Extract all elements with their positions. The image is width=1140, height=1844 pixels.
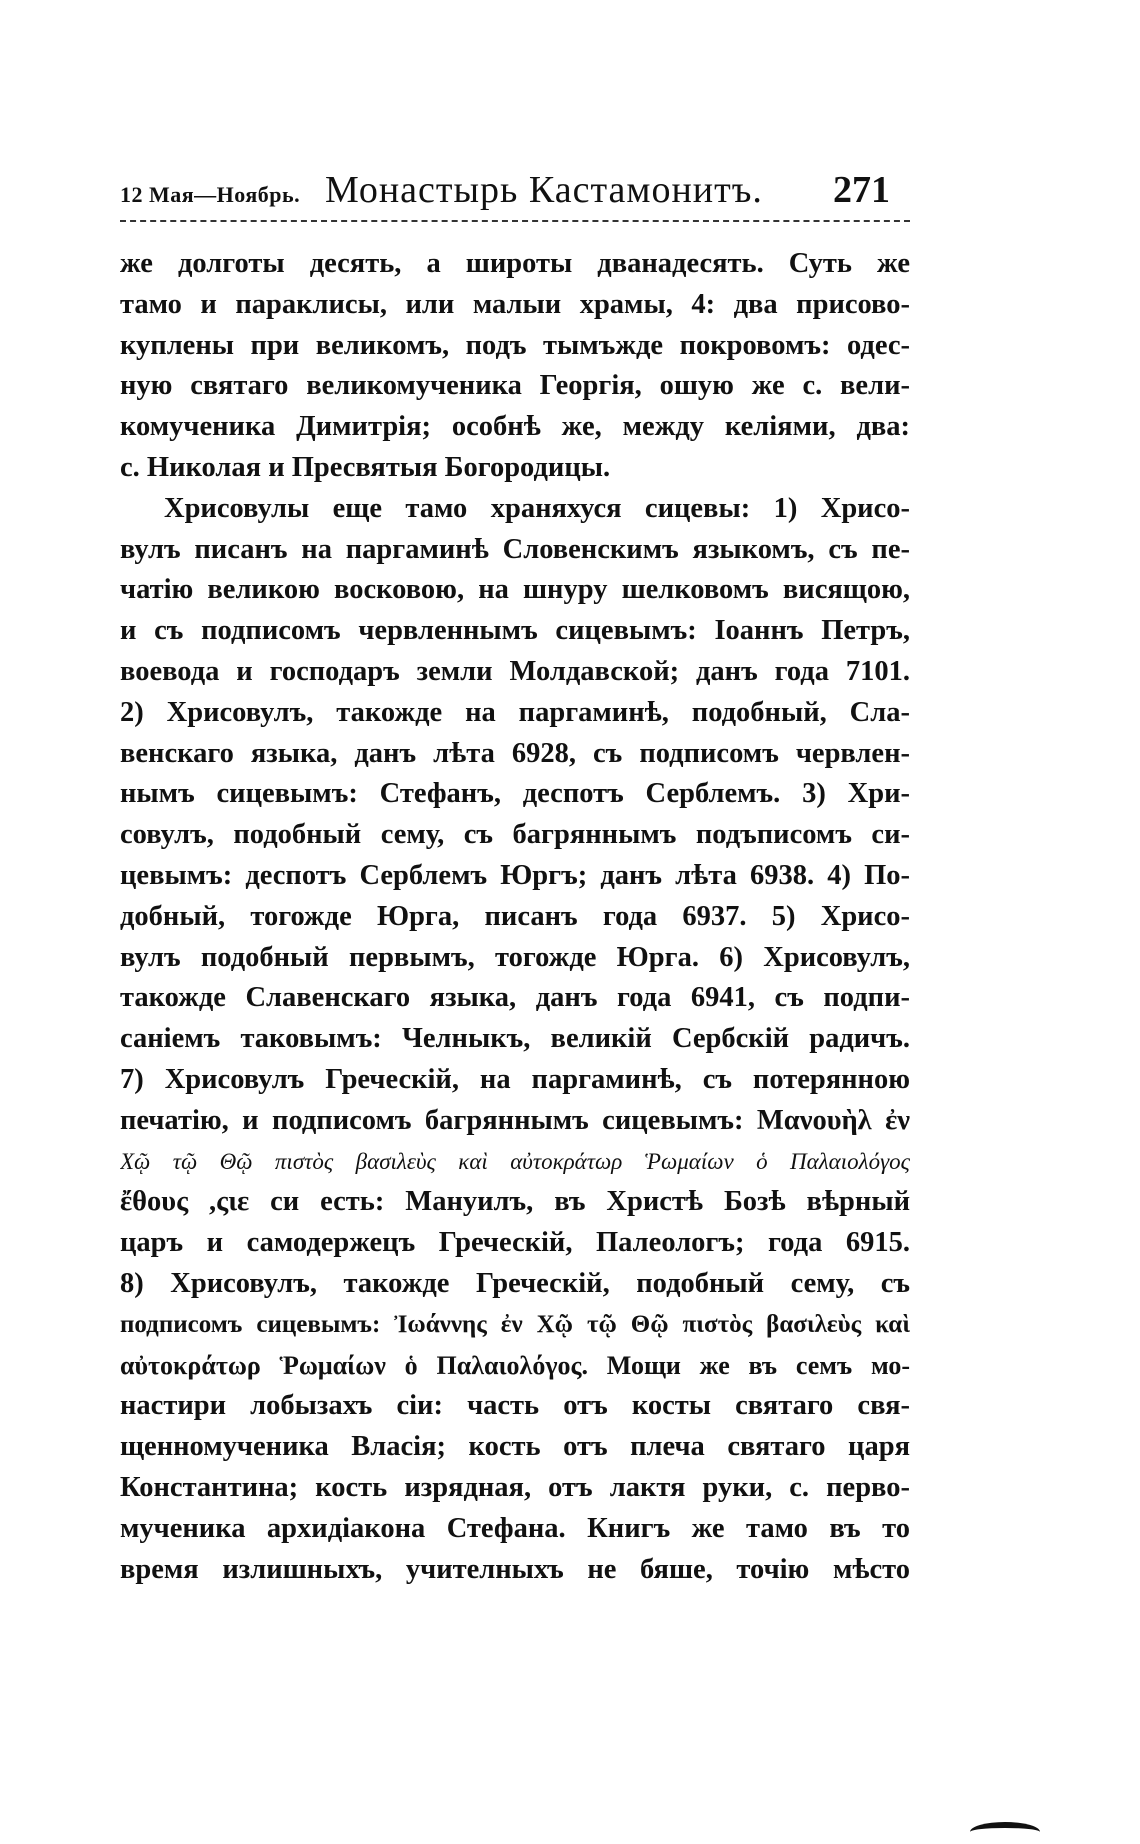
text-line: 7) Хрисовулъ Греческій, на паргаминѣ, съ потерянною	[120, 1063, 910, 1095]
page-number: 271	[833, 169, 890, 211]
text-line: печатію, и подписомъ багряннымъ сицевымъ: Μανουὴλ ἐν	[120, 1104, 910, 1136]
text-line: вулъ писанъ на паргаминѣ Словенскимъ языкомъ, съ пе-	[120, 533, 910, 565]
text-line: ἔθους ,ςιε си есть: Мануилъ, въ Христѣ Бозѣ вѣрный	[120, 1186, 910, 1218]
text-line: Константина; кость изрядная, отъ лактя руки, с. перво-	[120, 1471, 910, 1503]
text-line: 8) Хрисовулъ, такожде Греческій, подобный сему, съ	[120, 1267, 910, 1299]
running-header	[120, 168, 910, 218]
text-line: подписомъ сицевымъ: Ἰωάννης ἐν Χῷ τῷ Θῷ πιστὸς βασιλεὺς καὶ	[120, 1310, 910, 1338]
text-line: венскаго языка, данъ лѣта 6928, съ подписомъ червлен-	[120, 737, 910, 769]
text-line: куплены при великомъ, подъ тымъжде покровомъ: одес-	[120, 329, 910, 361]
text-line: 2) Хрисовулъ, такожде на паргаминѣ, подобный, Сла-	[120, 696, 910, 728]
text-line: воевода и господаръ земли Молдавской; данъ года 7101.	[120, 655, 910, 687]
text-line: щенномученика Власія; кость отъ плеча святаго царя	[120, 1431, 910, 1463]
text-line: с. Николая и Пресвятыя Богородицы.	[120, 451, 611, 483]
text-line: саніемъ таковымъ: Челныкъ, великій Сербскій радичъ.	[120, 1023, 910, 1055]
body-text	[120, 244, 910, 1590]
text-line: добный, тогожде Юрга, писанъ года 6937. 5) Хрисо-	[120, 900, 910, 932]
text-line: ную святаго великомученика Георгія, ошую же с. вели-	[120, 370, 910, 402]
header-rule	[120, 220, 910, 222]
text-line: и съ подписомъ червленнымъ сицевымъ: Іоаннъ Петръ,	[120, 615, 910, 647]
page-edge-mark	[970, 1822, 1040, 1842]
text-line: совулъ, подобный сему, съ багряннымъ подъписомъ си-	[120, 819, 910, 851]
text-line: такожде Славенскаго языка, данъ года 6941, съ подпи-	[120, 982, 910, 1014]
text-line: тамо и параклисы, или малыи храмы, 4: два присово-	[120, 288, 910, 320]
text-line: время излишныхъ, учителныхъ не бяше, точію мѣсто	[120, 1553, 910, 1585]
header-date-range: 12 Мая—Ноябрь.	[120, 182, 301, 207]
text-line: нымъ сицевымъ: Стефанъ, деспотъ Серблемъ. 3) Хри-	[120, 778, 910, 810]
text-line: царъ и самодержецъ Греческій, Палеологъ; года 6915.	[120, 1227, 910, 1259]
text-line: чатію великою восковою, на шнуру шелковомъ висящою,	[120, 574, 910, 606]
text-line: цевымъ: деспотъ Серблемъ Юргъ; данъ лѣта 6938. 4) По-	[120, 859, 910, 891]
text-line: же долготы десять, а широты дванадесять. Суть же	[120, 248, 910, 279]
text-line: Хрисовулы еще тамо храняхуся сицевы: 1) Хрисо-	[164, 492, 910, 524]
text-line: настири лобызахъ сіи: часть отъ косты святаго свя-	[120, 1390, 910, 1422]
header-title: Монастырь Кастамонитъ.	[325, 169, 763, 211]
text-line: αὐτοκράτωρ Ῥωμαίων ὁ Παλαιολόγος. Мощи же въ семъ мо-	[120, 1350, 910, 1380]
text-line: вулъ подобный первымъ, тогожде Юрга. 6) Хрисовулъ,	[120, 941, 910, 973]
text-line: мученика архидіакона Стефана. Книгъ же тамо въ то	[120, 1512, 910, 1544]
text-line: комученика Димитрія; особнѣ же, между келіями, два:	[120, 411, 910, 443]
text-line: Χῷ τῷ Θῷ πιστὸς βασιλεὺς καὶ αὐτοκράτωρ Ῥωμαίων ὁ Παλαιολόγος	[120, 1148, 910, 1174]
